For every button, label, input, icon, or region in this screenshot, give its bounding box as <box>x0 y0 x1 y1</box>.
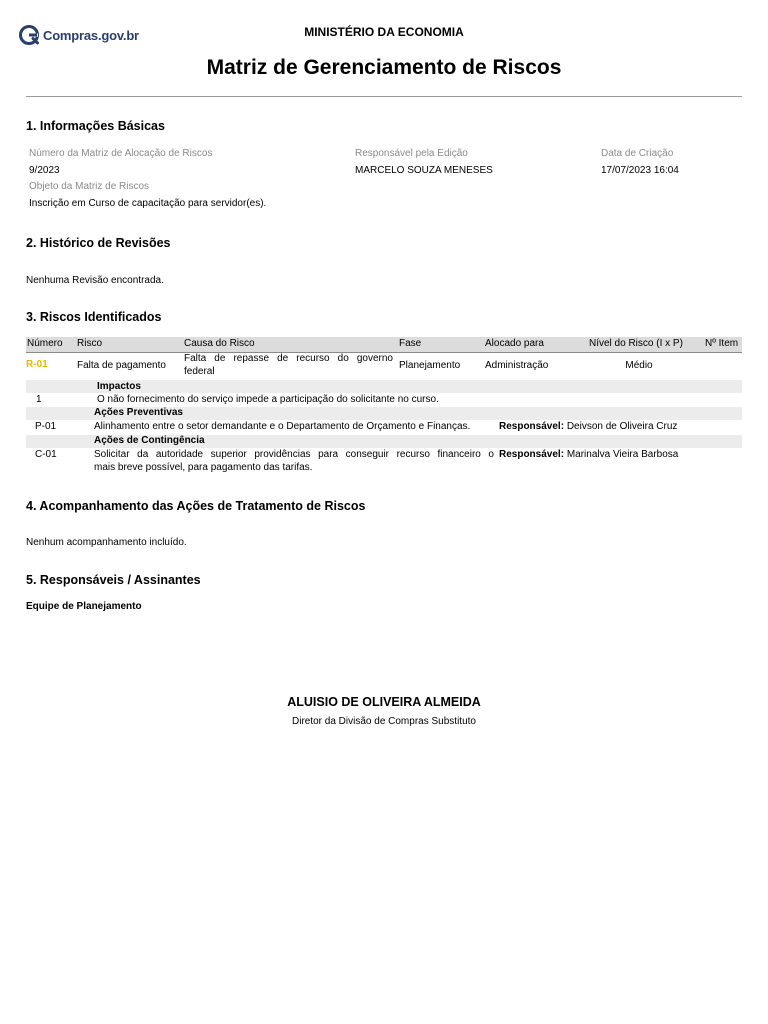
preventive-responsible <box>499 421 677 432</box>
risk-number: R-01 <box>26 359 48 370</box>
risk-allocated: Administração <box>485 360 549 371</box>
creation-date-value: 17/07/2023 16:04 <box>601 165 679 176</box>
contingency-responsible-label: Responsável: <box>499 449 565 460</box>
ministry-name: MINISTÉRIO DA ECONOMIA <box>304 25 464 39</box>
col-causa: Causa do Risco <box>184 338 255 349</box>
creation-date-label: Data de Criação <box>601 148 674 159</box>
risk-cause-line2: federal <box>184 366 215 377</box>
logo-text: Compras.gov.br <box>43 27 139 43</box>
page-title: Matriz de Gerenciamento de Riscos <box>206 56 562 79</box>
signatory-role: Diretor da Divisão de Compras Substituto <box>292 716 476 727</box>
col-nivel: Nível do Risco (I x P) <box>589 338 683 349</box>
preventive-label: Ações Preventivas <box>94 407 183 418</box>
preventive-responsible-label: Responsável: <box>499 421 565 432</box>
risk-phase: Planejamento <box>399 360 461 371</box>
risks-table-header <box>26 337 742 353</box>
revisions-empty: Nenhuma Revisão encontrada. <box>26 275 164 286</box>
risk-level: Médio <box>625 360 653 371</box>
contingency-responsible-name: Marinalva Vieira Barbosa <box>566 449 679 460</box>
impact-text: O não fornecimento do serviço impede a participação do solicitante no curso. <box>97 394 439 405</box>
contingency-text-line2: mais breve possível, para pagamento das tarifas. <box>94 462 313 473</box>
tracking-empty: Nenhum acompanhamento incluído. <box>26 537 187 548</box>
contingency-label: Ações de Contingência <box>94 435 205 446</box>
col-fase: Fase <box>399 338 422 349</box>
col-alocado: Alocado para <box>485 338 544 349</box>
section-title-revisions: 2. Histórico de Revisões <box>26 236 171 250</box>
editor-value: MARCELO SOUZA MENESES <box>355 165 493 176</box>
section-title-signatories: 5. Responsáveis / Assinantes <box>26 573 201 587</box>
contingency-responsible <box>499 449 678 460</box>
matrix-number-value: 9/2023 <box>29 165 60 176</box>
contingency-id: C-01 <box>35 449 57 460</box>
section-title-basic-info: 1. Informações Básicas <box>26 119 165 133</box>
preventive-responsible-name: Deivson de Oliveira Cruz <box>566 421 678 432</box>
col-numero: Número <box>27 338 63 349</box>
object-value: Inscrição em Curso de capacitação para servidor(es). <box>29 198 267 209</box>
col-item: Nº Item <box>705 338 739 349</box>
matrix-number-label: Número da Matriz de Alocação de Riscos <box>29 148 213 159</box>
section-title-risks: 3. Riscos Identificados <box>26 310 162 324</box>
risk-cause-line1: Falta de repasse de recurso do governo <box>184 353 393 364</box>
header-divider <box>26 96 742 97</box>
signatory-name: ALUISIO DE OLIVEIRA ALMEIDA <box>287 695 481 709</box>
object-label: Objeto da Matriz de Riscos <box>29 181 150 192</box>
contingency-text-line1: Solicitar da autoridade superior providências para conseguir recurso financeiro o <box>94 449 494 460</box>
preventive-id: P-01 <box>35 421 57 432</box>
impact-number: 1 <box>36 394 42 405</box>
col-risco: Risco <box>77 338 103 349</box>
risk-name: Falta de pagamento <box>77 360 166 371</box>
editor-label: Responsável pela Edição <box>355 148 468 159</box>
team-name: Equipe de Planejamento <box>26 601 142 612</box>
impacts-label: Impactos <box>97 381 141 392</box>
preventive-text: Alinhamento entre o setor demandante e o Departamento de Orçamento e Finanças. <box>94 421 471 432</box>
section-title-tracking: 4. Acompanhamento das Ações de Tratamento de Riscos <box>26 499 366 513</box>
